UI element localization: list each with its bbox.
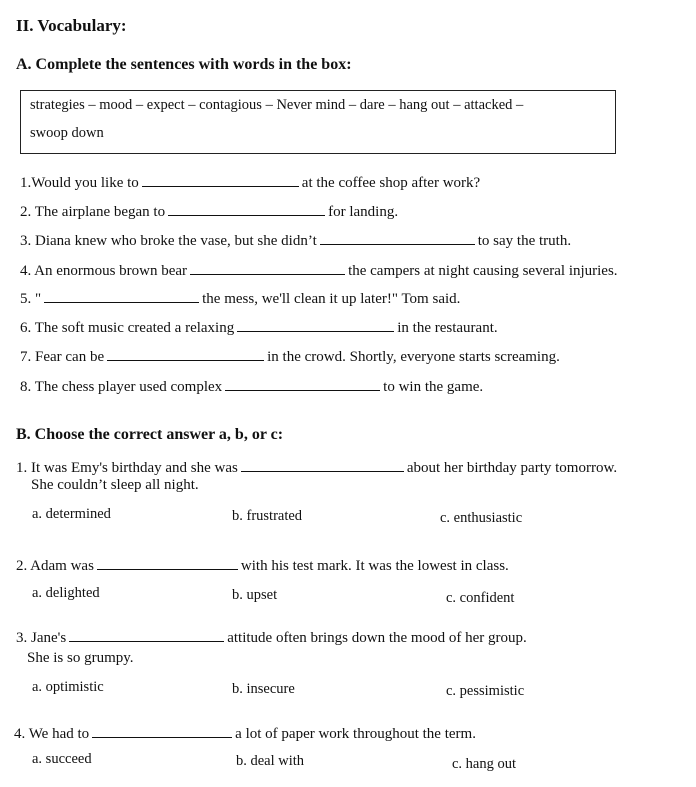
question-2 — [16, 557, 509, 575]
question-3 — [16, 629, 527, 647]
sentence-2-before: 2. The airplane began to — [20, 204, 166, 220]
sentence-7-after: in the crowd. Shortly, everyone starts screaming. — [267, 349, 560, 365]
question-4-option-b[interactable]: b. deal with — [236, 753, 305, 769]
word-box-line-2: swoop down — [30, 125, 104, 141]
part-a-title: A. Complete the sentences with words in the box: — [16, 56, 352, 73]
sentence-6-before: 6. The soft music created a relaxing — [20, 320, 235, 336]
answer-blank[interactable] — [107, 348, 264, 361]
answer-blank[interactable] — [168, 203, 325, 216]
sentence-2-after: for landing. — [328, 204, 399, 220]
sentence-7 — [20, 348, 560, 366]
word-box — [20, 90, 616, 154]
question-3-option-a[interactable]: a. optimistic — [32, 679, 104, 695]
sentence-8-after: to win the game. — [383, 379, 484, 395]
question-1 — [16, 459, 617, 477]
question-2-option-c[interactable]: c. confident — [446, 590, 515, 606]
question-2-after: with his test mark. It was the lowest in class. — [240, 558, 509, 574]
sentence-5-after: the mess, we'll clean it up later!" Tom said. — [202, 291, 461, 307]
sentence-1-before: 1.Would you like to — [20, 175, 139, 191]
sentence-2 — [20, 203, 398, 221]
question-4-after: a lot of paper work throughout the term. — [235, 726, 476, 742]
question-1-after: about her birthday party tomorrow. — [406, 460, 618, 476]
answer-blank[interactable] — [190, 262, 345, 275]
question-3-after: attitude often brings down the mood of her group. — [227, 630, 527, 646]
answer-blank[interactable] — [44, 290, 199, 303]
sentence-6-after: in the restaurant. — [397, 320, 498, 336]
sentence-8-before: 8. The chess player used complex — [20, 379, 223, 395]
sentence-3-after: to say the truth. — [477, 233, 572, 249]
sentence-4-after: the campers at night causing several injuries. — [348, 263, 618, 279]
question-1-option-b[interactable]: b. frustrated — [232, 508, 303, 524]
answer-blank[interactable] — [225, 378, 380, 391]
sentence-1 — [20, 174, 480, 192]
word-box-line-1: strategies – mood – expect – contagious – Never mind – dare – hang out – attacked – — [30, 97, 524, 113]
section-title: II. Vocabulary: — [16, 16, 127, 35]
sentence-3-before: 3. Diana knew who broke the vase, but she didn’t — [20, 233, 317, 249]
question-3-line-2: She is so grumpy. — [27, 650, 134, 666]
sentence-4 — [20, 262, 618, 280]
sentence-1-after: at the coffee shop after work? — [301, 175, 481, 191]
question-1-line-2: She couldn’t sleep all night. — [31, 477, 199, 493]
question-2-option-b[interactable]: b. upset — [232, 587, 278, 603]
answer-blank[interactable] — [142, 174, 299, 187]
sentence-5 — [20, 290, 460, 308]
question-3-option-c[interactable]: c. pessimistic — [446, 683, 525, 699]
question-1-before: 1. It was Emy's birthday and she was — [16, 460, 238, 476]
question-2-option-a[interactable]: a. delighted — [32, 585, 100, 601]
sentence-3 — [20, 232, 571, 250]
question-4-option-a[interactable]: a. succeed — [32, 751, 92, 767]
sentence-6 — [20, 319, 498, 337]
sentence-7-before: 7. Fear can be — [20, 349, 105, 365]
answer-blank[interactable] — [237, 319, 394, 332]
question-3-option-b[interactable]: b. insecure — [232, 681, 295, 697]
answer-blank[interactable] — [97, 557, 238, 570]
question-3-before: 3. Jane's — [16, 630, 67, 646]
answer-blank[interactable] — [92, 725, 232, 738]
part-b-title: B. Choose the correct answer a, b, or c: — [16, 426, 284, 443]
question-4-option-c[interactable]: c. hang out — [452, 756, 517, 772]
answer-blank[interactable] — [320, 232, 475, 245]
question-1-option-c[interactable]: c. enthusiastic — [440, 510, 523, 526]
answer-blank[interactable] — [241, 459, 404, 472]
sentence-5-before: 5. " — [20, 291, 42, 307]
question-1-option-a[interactable]: a. determined — [32, 506, 111, 522]
question-2-before: 2. Adam was — [16, 558, 94, 574]
answer-blank[interactable] — [69, 629, 224, 642]
question-4-before: 4. We had to — [14, 726, 90, 742]
sentence-8 — [20, 378, 483, 396]
question-4 — [14, 725, 476, 743]
sentence-4-before: 4. An enormous brown bear — [20, 263, 188, 279]
